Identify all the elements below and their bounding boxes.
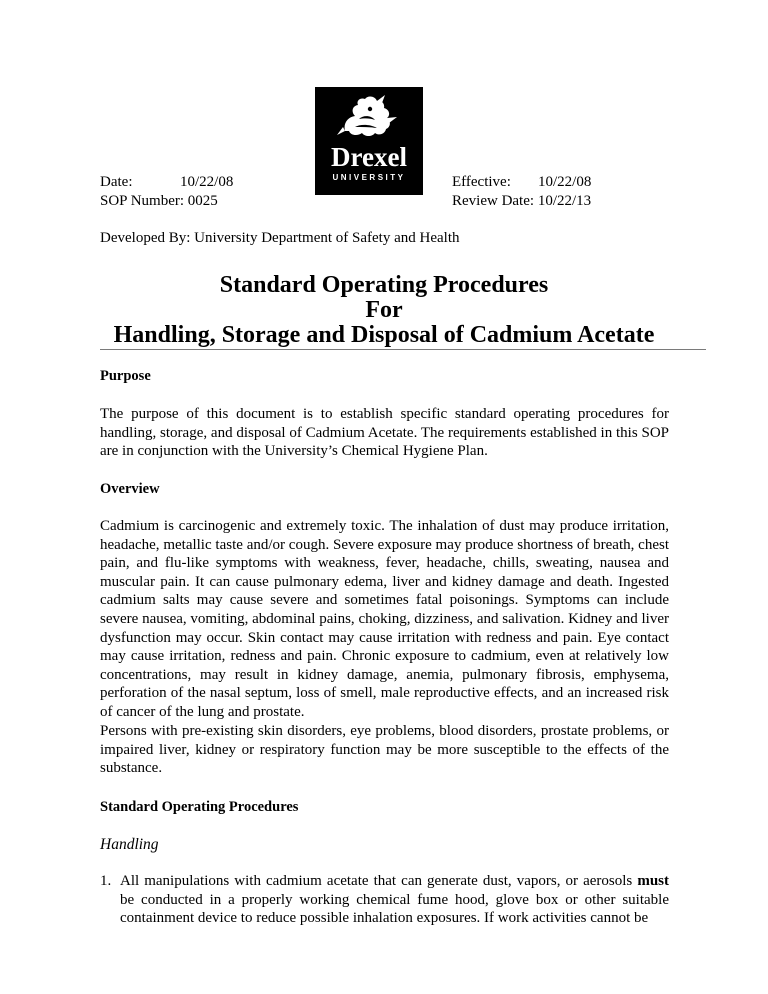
effective-value: 10/22/08 <box>538 174 592 190</box>
purpose-text: The purpose of this document is to establish specific standard operating procedures for handling, storage, and disposal of Cadmium Acetate. The requirements established in this SOP are in conjunction with the University’s Chemical Hygiene Plan. <box>100 406 669 460</box>
handling-item-1-emphasis: must <box>637 873 669 889</box>
title-divider <box>100 349 706 350</box>
drexel-logo <box>315 87 423 195</box>
handling-item-1-text <box>120 872 669 928</box>
handling-item-1-text-start: All manipulations with cadmium acetate that can generate dust, vapors, or aerosols <box>120 873 638 889</box>
sop-heading: Standard Operating Procedures <box>100 799 299 815</box>
overview-text-1: Cadmium is carcinogenic and extremely toxic. The inhalation of dust may produce irritation, headache, metallic taste and/or cough. Severe exposure may produce shortness of breath, chest pain, and flu-like symptoms with weakness, fever, headache, chills, sweating, nausea and muscular pain. It can cause pulmonary edema, liver and kidney damage and death. Ingested cadmium salts may cause severe and sometimes fatal poisonings. Symptoms can include severe nausea, vomiting, abdominal pains, choking, dizziness, and salivation. Kidney and liver dysfunction may occur. Skin contact may cause irritation with redness and pain. Eye contact may cause irritation, redness and pain. Chronic exposure to cadmium, even at relatively low concentrations, may result in kidney damage, anemia, pulmonary fibrosis, emphysema, perforation of the nasal septum, loss of smell, male reproductive effects, and an increased risk of cancer of the lung and prostate. <box>100 518 669 720</box>
title-line-2: For <box>365 297 403 323</box>
title-line-3: Handling, Storage and Disposal of Cadmium Acetate <box>113 322 655 348</box>
review-date-row <box>452 192 591 211</box>
overview-heading: Overview <box>100 481 160 497</box>
handling-item-1-number: 1. <box>100 873 112 889</box>
title-line-1: Standard Operating Procedures <box>219 272 549 298</box>
purpose-heading: Purpose <box>100 368 151 384</box>
handling-item-1 <box>100 872 669 928</box>
sop-number-label: SOP Number: <box>100 193 185 209</box>
review-date-value: 10/22/13 <box>537 193 592 209</box>
developed-by: Developed By: University Department of Safety and Health <box>100 230 460 246</box>
review-date-label: Review Date: <box>452 193 535 209</box>
date-row <box>100 173 234 192</box>
date-label: Date: <box>100 174 133 190</box>
sop-number-value: 0025 <box>187 193 218 209</box>
logo-subtitle: UNIVERSITY <box>332 173 406 182</box>
logo-wordmark: Drexel <box>331 142 407 172</box>
date-value: 10/22/08 <box>180 174 234 190</box>
overview-text-2: Persons with pre-existing skin disorders, eye problems, blood disorders, prostate problems, or impaired liver, kidney or respiratory function may be more susceptible to the effects of the substance. <box>100 723 669 777</box>
sop-number-row <box>100 192 218 211</box>
effective-row <box>452 173 592 192</box>
handling-heading: Handling <box>100 836 159 853</box>
dragon-icon <box>315 87 423 147</box>
effective-label: Effective: <box>452 174 511 190</box>
handling-item-1-text-end: be conducted in a properly working chemical fume hood, glove box or other suitable containment device to reduce possible inhalation exposures. If work activities cannot be <box>120 891 669 927</box>
